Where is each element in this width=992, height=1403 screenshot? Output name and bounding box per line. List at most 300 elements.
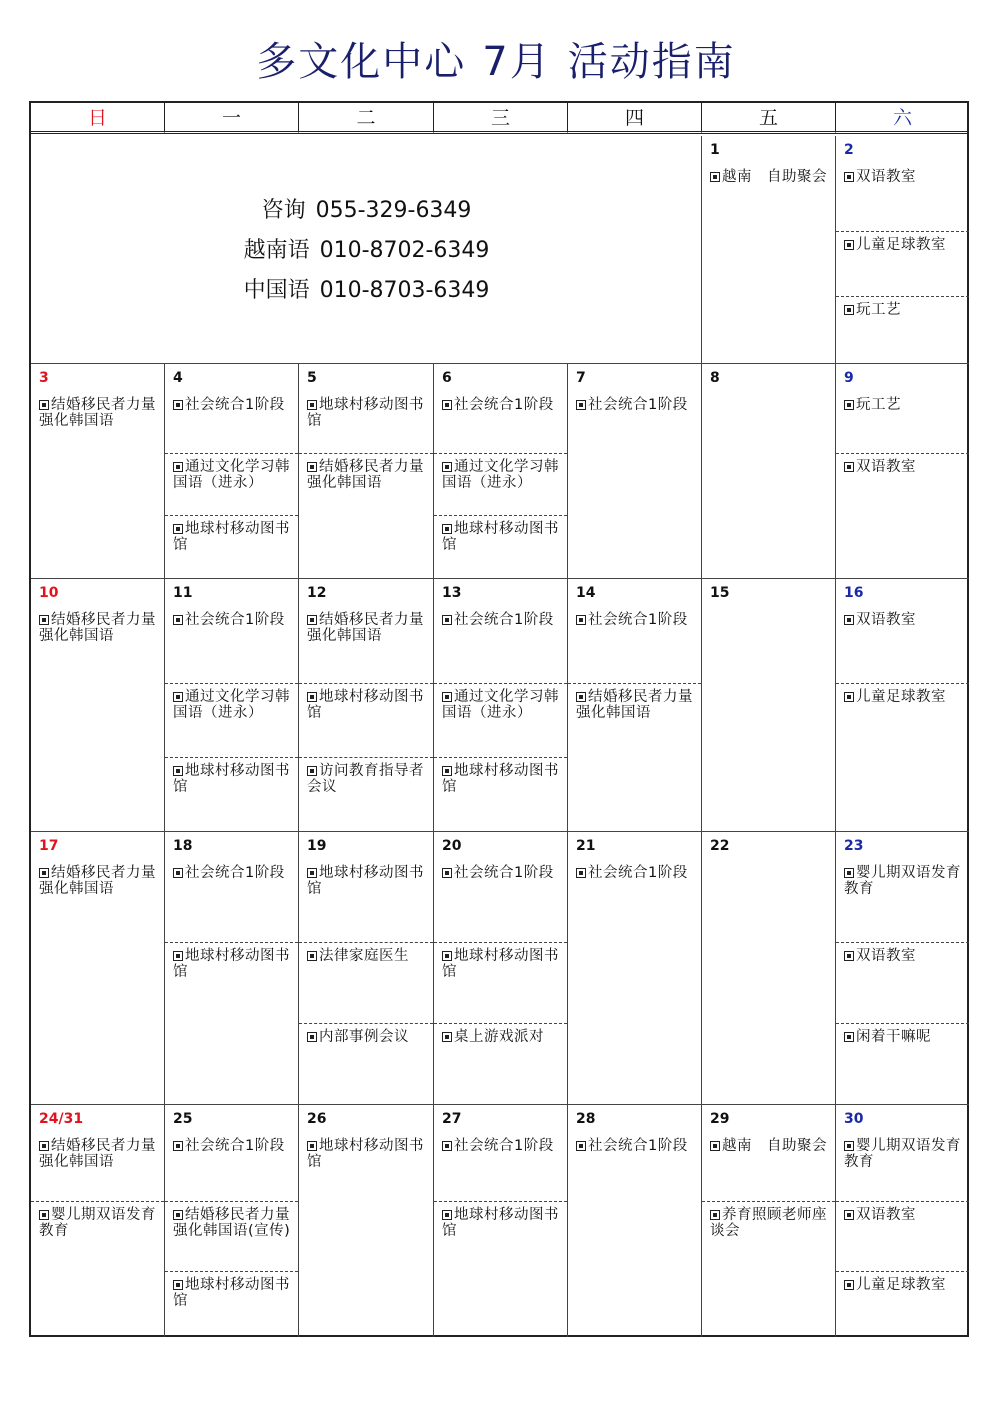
event-slot bbox=[568, 1133, 701, 1154]
day-number: 10 bbox=[39, 585, 59, 601]
contact-label: 越南语 bbox=[243, 238, 310, 263]
event-title: 社会统合1阶段 bbox=[454, 1138, 554, 1154]
title-month: 7月 bbox=[482, 39, 552, 85]
bullet-square-icon bbox=[844, 400, 854, 410]
day-cell bbox=[836, 832, 969, 1105]
bullet-square-icon bbox=[576, 692, 586, 702]
event-item bbox=[576, 865, 695, 881]
event-item bbox=[844, 612, 963, 628]
event-item bbox=[173, 763, 292, 795]
weekday-header: 四 bbox=[568, 103, 702, 134]
day-cell bbox=[299, 1105, 434, 1337]
day-number: 1 bbox=[710, 142, 720, 158]
page-title bbox=[0, 30, 992, 87]
event-slot bbox=[165, 1271, 298, 1309]
day-cell bbox=[299, 579, 434, 832]
event-item bbox=[173, 1138, 292, 1154]
event-slot bbox=[31, 860, 164, 897]
event-item bbox=[39, 612, 158, 644]
event-title: 儿童足球教室 bbox=[856, 237, 946, 253]
event-slot bbox=[299, 1133, 433, 1170]
day-cell bbox=[836, 136, 969, 364]
event-slot bbox=[702, 1201, 835, 1239]
day-number: 5 bbox=[307, 370, 317, 386]
event-slot bbox=[434, 860, 567, 881]
bullet-square-icon bbox=[307, 462, 317, 472]
event-item bbox=[710, 1207, 829, 1239]
day-number: 24/31 bbox=[39, 1111, 84, 1127]
bullet-square-icon bbox=[442, 524, 452, 534]
bullet-square-icon bbox=[173, 951, 183, 961]
event-title: 结婚移民者力量强化韩国语 bbox=[39, 865, 156, 897]
day-cell bbox=[31, 579, 165, 832]
weekday-header: 一 bbox=[165, 103, 299, 134]
event-slot bbox=[299, 607, 433, 644]
event-item bbox=[844, 302, 963, 318]
event-title: 地球村移动图书馆 bbox=[173, 948, 290, 980]
contact-phone: 055-329-6349 bbox=[315, 198, 472, 223]
event-slot bbox=[836, 1201, 969, 1223]
contact-info-box bbox=[31, 136, 702, 364]
weekday-header: 三 bbox=[434, 103, 568, 134]
event-slot bbox=[165, 1201, 298, 1239]
event-slot bbox=[299, 392, 433, 429]
day-number: 9 bbox=[844, 370, 854, 386]
weekday-header: 二 bbox=[299, 103, 434, 134]
event-slot bbox=[299, 757, 433, 795]
event-slot bbox=[434, 607, 567, 628]
bullet-square-icon bbox=[576, 615, 586, 625]
day-cell bbox=[31, 1105, 165, 1337]
event-title: 法律家庭医生 bbox=[319, 948, 409, 964]
event-slot bbox=[836, 453, 969, 475]
bullet-square-icon bbox=[710, 1141, 720, 1151]
bullet-square-icon bbox=[39, 400, 49, 410]
day-cell bbox=[165, 1105, 299, 1337]
event-slot bbox=[434, 942, 567, 980]
event-item bbox=[576, 397, 695, 413]
event-item bbox=[442, 689, 561, 721]
bullet-square-icon bbox=[844, 615, 854, 625]
bullet-square-icon bbox=[442, 951, 452, 961]
bullet-square-icon bbox=[442, 868, 452, 878]
event-slot bbox=[836, 860, 969, 897]
bullet-square-icon bbox=[307, 868, 317, 878]
weekday-header: 六 bbox=[836, 103, 969, 134]
event-title: 结婚移民者力量强化韩国语 bbox=[576, 689, 693, 721]
day-cell bbox=[568, 364, 702, 579]
bullet-square-icon bbox=[39, 868, 49, 878]
event-item bbox=[173, 689, 292, 721]
event-title: 内部事例会议 bbox=[319, 1029, 409, 1045]
event-title: 通过文化学习韩国语（进永） bbox=[173, 689, 290, 721]
event-item bbox=[442, 948, 561, 980]
day-cell bbox=[434, 832, 568, 1105]
event-slot bbox=[165, 942, 298, 980]
title-org: 多文化中心 bbox=[256, 39, 467, 85]
event-item bbox=[844, 237, 963, 253]
event-slot bbox=[836, 683, 969, 705]
event-slot bbox=[434, 1201, 567, 1239]
event-slot bbox=[299, 942, 433, 964]
event-title: 婴儿期双语发育教育 bbox=[39, 1207, 156, 1239]
event-title: 越南 自助聚会 bbox=[722, 1138, 827, 1154]
bullet-square-icon bbox=[39, 615, 49, 625]
event-title: 结婚移民者力量强化韩国语(宣传) bbox=[173, 1207, 291, 1239]
event-slot bbox=[702, 1133, 835, 1154]
event-title: 社会统合1阶段 bbox=[588, 865, 688, 881]
event-item bbox=[39, 1207, 158, 1239]
event-item bbox=[173, 397, 292, 413]
bullet-square-icon bbox=[39, 1210, 49, 1220]
event-slot bbox=[31, 1201, 164, 1239]
bullet-square-icon bbox=[844, 1210, 854, 1220]
bullet-square-icon bbox=[576, 400, 586, 410]
bullet-square-icon bbox=[442, 1141, 452, 1151]
event-slot bbox=[434, 392, 567, 413]
event-slot bbox=[31, 1133, 164, 1170]
event-slot bbox=[31, 607, 164, 644]
day-number: 21 bbox=[576, 838, 596, 854]
day-number: 12 bbox=[307, 585, 327, 601]
event-title: 社会统合1阶段 bbox=[185, 865, 285, 881]
day-number: 8 bbox=[710, 370, 720, 386]
bullet-square-icon bbox=[173, 766, 183, 776]
day-cell bbox=[702, 832, 836, 1105]
day-number: 23 bbox=[844, 838, 864, 854]
weekday-header: 日 bbox=[31, 103, 165, 134]
event-slot bbox=[31, 392, 164, 429]
event-item bbox=[307, 1029, 427, 1045]
day-cell bbox=[165, 579, 299, 832]
event-title: 社会统合1阶段 bbox=[185, 612, 285, 628]
bullet-square-icon bbox=[173, 524, 183, 534]
event-item bbox=[442, 1138, 561, 1154]
bullet-square-icon bbox=[844, 305, 854, 315]
bullet-square-icon bbox=[710, 1210, 720, 1220]
day-number: 29 bbox=[710, 1111, 730, 1127]
bullet-square-icon bbox=[173, 1280, 183, 1290]
day-number: 11 bbox=[173, 585, 193, 601]
event-item bbox=[307, 763, 427, 795]
event-item bbox=[307, 689, 427, 721]
bullet-square-icon bbox=[307, 692, 317, 702]
day-cell bbox=[299, 364, 434, 579]
day-cell bbox=[165, 364, 299, 579]
event-title: 通过文化学习韩国语（进永） bbox=[442, 459, 559, 491]
bullet-square-icon bbox=[307, 1141, 317, 1151]
day-number: 22 bbox=[710, 838, 730, 854]
event-title: 结婚移民者力量强化韩国语 bbox=[307, 459, 424, 491]
event-slot bbox=[434, 683, 567, 721]
day-cell bbox=[434, 364, 568, 579]
day-cell bbox=[31, 832, 165, 1105]
day-cell bbox=[702, 136, 836, 364]
event-slot bbox=[568, 607, 701, 628]
day-number: 18 bbox=[173, 838, 193, 854]
weekday-header: 五 bbox=[702, 103, 836, 134]
event-slot bbox=[836, 1271, 969, 1293]
contact-line-chinese bbox=[31, 271, 702, 311]
event-title: 双语教室 bbox=[856, 1207, 916, 1223]
event-slot bbox=[299, 1023, 433, 1045]
bullet-square-icon bbox=[576, 868, 586, 878]
event-slot bbox=[165, 757, 298, 795]
event-title: 玩工艺 bbox=[856, 302, 901, 318]
event-item bbox=[173, 1277, 292, 1309]
event-item bbox=[307, 948, 427, 964]
bullet-square-icon bbox=[173, 692, 183, 702]
event-title: 社会统合1阶段 bbox=[454, 865, 554, 881]
day-number: 13 bbox=[442, 585, 462, 601]
bullet-square-icon bbox=[844, 868, 854, 878]
bullet-square-icon bbox=[710, 172, 720, 182]
event-slot bbox=[299, 860, 433, 897]
bullet-square-icon bbox=[576, 1141, 586, 1151]
event-slot bbox=[568, 683, 701, 721]
event-title: 社会统合1阶段 bbox=[588, 1138, 688, 1154]
event-title: 地球村移动图书馆 bbox=[442, 948, 559, 980]
day-number: 30 bbox=[844, 1111, 864, 1127]
event-title: 结婚移民者力量强化韩国语 bbox=[307, 612, 424, 644]
day-number: 25 bbox=[173, 1111, 193, 1127]
event-title: 越南 自助聚会 bbox=[722, 169, 827, 185]
event-item bbox=[442, 397, 561, 413]
title-subtitle: 活动指南 bbox=[567, 39, 736, 85]
contact-label: 咨询 bbox=[261, 198, 306, 223]
day-number: 20 bbox=[442, 838, 462, 854]
day-number: 28 bbox=[576, 1111, 596, 1127]
day-number: 26 bbox=[307, 1111, 327, 1127]
event-item bbox=[576, 689, 695, 721]
bullet-square-icon bbox=[173, 1141, 183, 1151]
day-cell bbox=[702, 1105, 836, 1337]
event-title: 双语教室 bbox=[856, 612, 916, 628]
bullet-square-icon bbox=[173, 400, 183, 410]
day-cell bbox=[836, 364, 969, 579]
contact-phone: 010-8703-6349 bbox=[319, 278, 490, 303]
event-item bbox=[844, 459, 963, 475]
bullet-square-icon bbox=[442, 400, 452, 410]
event-slot bbox=[434, 515, 567, 553]
event-item bbox=[844, 1029, 963, 1045]
event-title: 结婚移民者力量强化韩国语 bbox=[39, 397, 156, 429]
event-slot bbox=[836, 164, 969, 185]
event-item bbox=[442, 459, 561, 491]
event-slot bbox=[836, 231, 969, 253]
event-slot bbox=[836, 942, 969, 964]
day-number: 16 bbox=[844, 585, 864, 601]
event-item bbox=[442, 1029, 561, 1045]
bullet-square-icon bbox=[173, 1210, 183, 1220]
day-number: 2 bbox=[844, 142, 854, 158]
bullet-square-icon bbox=[844, 1032, 854, 1042]
event-item bbox=[844, 169, 963, 185]
contact-phone: 010-8702-6349 bbox=[319, 238, 490, 263]
bullet-square-icon bbox=[442, 1032, 452, 1042]
event-title: 地球村移动图书馆 bbox=[442, 1207, 559, 1239]
day-cell bbox=[299, 832, 434, 1105]
event-slot bbox=[836, 296, 969, 318]
event-title: 地球村移动图书馆 bbox=[173, 521, 290, 553]
event-slot bbox=[165, 860, 298, 881]
event-item bbox=[710, 169, 829, 185]
event-title: 地球村移动图书馆 bbox=[307, 1138, 424, 1170]
event-item bbox=[173, 521, 292, 553]
event-item bbox=[442, 612, 561, 628]
event-item bbox=[173, 948, 292, 980]
event-item bbox=[844, 1207, 963, 1223]
event-item bbox=[39, 397, 158, 429]
contact-line-inquiry bbox=[31, 191, 702, 231]
event-title: 双语教室 bbox=[856, 948, 916, 964]
event-item bbox=[173, 612, 292, 628]
event-slot bbox=[299, 683, 433, 721]
day-number: 17 bbox=[39, 838, 59, 854]
day-number: 4 bbox=[173, 370, 183, 386]
event-title: 地球村移动图书馆 bbox=[442, 521, 559, 553]
event-slot bbox=[434, 1023, 567, 1045]
event-title: 社会统合1阶段 bbox=[454, 397, 554, 413]
day-cell bbox=[568, 832, 702, 1105]
bullet-square-icon bbox=[442, 766, 452, 776]
event-title: 地球村移动图书馆 bbox=[307, 689, 424, 721]
bullet-square-icon bbox=[442, 615, 452, 625]
event-item bbox=[39, 865, 158, 897]
event-item bbox=[844, 865, 963, 897]
event-item bbox=[442, 865, 561, 881]
event-title: 社会统合1阶段 bbox=[588, 397, 688, 413]
event-item bbox=[844, 689, 963, 705]
bullet-square-icon bbox=[844, 1141, 854, 1151]
event-slot bbox=[434, 1133, 567, 1154]
event-slot bbox=[702, 164, 835, 185]
bullet-square-icon bbox=[844, 692, 854, 702]
event-title: 结婚移民者力量强化韩国语 bbox=[39, 1138, 156, 1170]
day-number: 15 bbox=[710, 585, 730, 601]
event-slot bbox=[299, 453, 433, 491]
event-slot bbox=[165, 453, 298, 491]
event-slot bbox=[165, 607, 298, 628]
event-title: 地球村移动图书馆 bbox=[173, 763, 290, 795]
contact-label: 中国语 bbox=[243, 278, 310, 303]
event-item bbox=[307, 865, 427, 897]
bullet-square-icon bbox=[307, 615, 317, 625]
day-cell bbox=[702, 579, 836, 832]
bullet-square-icon bbox=[39, 1141, 49, 1151]
event-title: 双语教室 bbox=[856, 459, 916, 475]
bullet-square-icon bbox=[442, 1210, 452, 1220]
bullet-square-icon bbox=[442, 462, 452, 472]
event-title: 社会统合1阶段 bbox=[185, 1138, 285, 1154]
bullet-square-icon bbox=[307, 951, 317, 961]
event-slot bbox=[836, 392, 969, 413]
event-title: 双语教室 bbox=[856, 169, 916, 185]
event-title: 儿童足球教室 bbox=[856, 1277, 946, 1293]
event-item bbox=[576, 612, 695, 628]
day-number: 14 bbox=[576, 585, 596, 601]
event-slot bbox=[568, 392, 701, 413]
day-number: 6 bbox=[442, 370, 452, 386]
event-title: 访问教育指导者会议 bbox=[307, 763, 424, 795]
bullet-square-icon bbox=[307, 1032, 317, 1042]
day-number: 7 bbox=[576, 370, 586, 386]
event-title: 社会统合1阶段 bbox=[185, 397, 285, 413]
event-slot bbox=[836, 607, 969, 628]
event-title: 通过文化学习韩国语（进永） bbox=[442, 689, 559, 721]
day-cell bbox=[702, 364, 836, 579]
event-item bbox=[173, 1207, 292, 1239]
contact-line-vietnamese bbox=[31, 231, 702, 271]
day-number: 3 bbox=[39, 370, 49, 386]
event-item bbox=[442, 1207, 561, 1239]
event-item bbox=[844, 1138, 963, 1170]
day-cell bbox=[836, 579, 969, 832]
event-item bbox=[844, 948, 963, 964]
bullet-square-icon bbox=[307, 400, 317, 410]
day-cell bbox=[568, 579, 702, 832]
event-title: 桌上游戏派对 bbox=[454, 1029, 544, 1045]
bullet-square-icon bbox=[844, 462, 854, 472]
event-slot bbox=[568, 860, 701, 881]
event-item bbox=[307, 459, 427, 491]
event-title: 婴儿期双语发育教育 bbox=[844, 865, 961, 897]
event-item bbox=[307, 1138, 427, 1170]
event-slot bbox=[836, 1023, 969, 1045]
event-slot bbox=[434, 453, 567, 491]
day-number: 27 bbox=[442, 1111, 462, 1127]
bullet-square-icon bbox=[844, 1280, 854, 1290]
event-slot bbox=[434, 757, 567, 795]
event-title: 婴儿期双语发育教育 bbox=[844, 1138, 961, 1170]
event-item bbox=[307, 612, 427, 644]
bullet-square-icon bbox=[844, 172, 854, 182]
bullet-square-icon bbox=[173, 868, 183, 878]
event-slot bbox=[165, 392, 298, 413]
event-title: 儿童足球教室 bbox=[856, 689, 946, 705]
event-title: 结婚移民者力量强化韩国语 bbox=[39, 612, 156, 644]
event-slot bbox=[165, 1133, 298, 1154]
bullet-square-icon bbox=[173, 462, 183, 472]
event-title: 闲着干嘛呢 bbox=[856, 1029, 931, 1045]
event-slot bbox=[836, 1133, 969, 1170]
event-title: 地球村移动图书馆 bbox=[307, 865, 424, 897]
event-item bbox=[442, 763, 561, 795]
event-item bbox=[844, 1277, 963, 1293]
event-item bbox=[442, 521, 561, 553]
event-title: 地球村移动图书馆 bbox=[173, 1277, 290, 1309]
bullet-square-icon bbox=[442, 692, 452, 702]
day-cell bbox=[434, 579, 568, 832]
event-title: 地球村移动图书馆 bbox=[307, 397, 424, 429]
bullet-square-icon bbox=[307, 766, 317, 776]
day-cell bbox=[434, 1105, 568, 1337]
bullet-square-icon bbox=[173, 615, 183, 625]
day-cell bbox=[836, 1105, 969, 1337]
event-title: 社会统合1阶段 bbox=[454, 612, 554, 628]
event-slot bbox=[165, 683, 298, 721]
event-title: 玩工艺 bbox=[856, 397, 901, 413]
event-title: 通过文化学习韩国语（进永） bbox=[173, 459, 290, 491]
event-item bbox=[576, 1138, 695, 1154]
event-item bbox=[173, 865, 292, 881]
event-title: 养育照顾老师座谈会 bbox=[710, 1207, 827, 1239]
bullet-square-icon bbox=[844, 951, 854, 961]
event-item bbox=[173, 459, 292, 491]
event-item bbox=[307, 397, 427, 429]
event-title: 地球村移动图书馆 bbox=[442, 763, 559, 795]
calendar-grid bbox=[29, 101, 969, 1337]
